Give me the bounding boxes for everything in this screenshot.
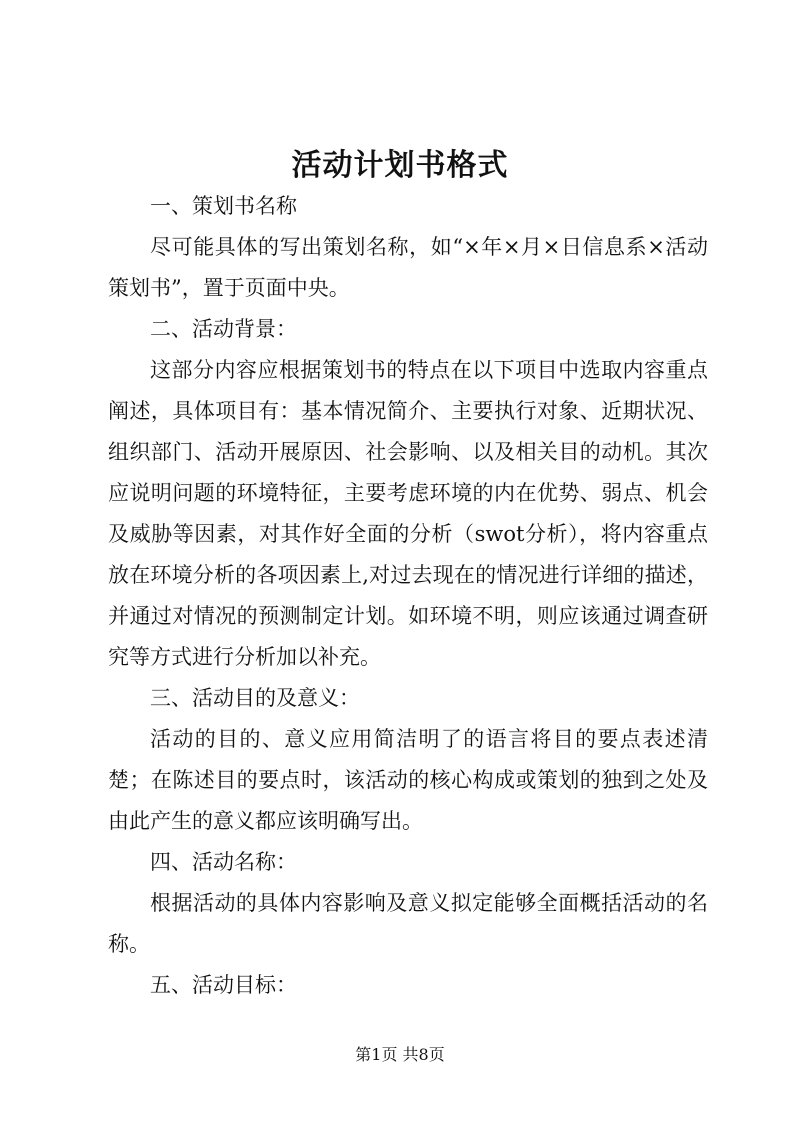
paragraph-activity-name: 根据活动的具体内容影响及意义拟定能够全面概括活动的名称。 xyxy=(108,891,708,956)
section-heading-plan-name: 一、策划书名称 xyxy=(150,194,297,218)
document-body xyxy=(108,186,708,1006)
paragraph-plan-name: 尽可能具体的写出策划名称，如“×年×月×日信息系×活动策划书”，置于页面中央。 xyxy=(108,235,708,300)
section-heading-goals: 五、活动目标： xyxy=(150,973,297,997)
section-heading-purpose: 三、活动目的及意义： xyxy=(150,686,360,710)
paragraph-purpose: 活动的目的、意义应用简洁明了的语言将目的要点表述清楚；在陈述目的要点时，该活动的核心构成或策划的独到之处及由此产生的意义都应该明确写出。 xyxy=(108,727,708,833)
document-title: 活动计划书格式 xyxy=(291,148,509,183)
section-heading-activity-name: 四、活动名称： xyxy=(150,850,297,874)
section-heading-background: 二、活动背景： xyxy=(150,317,297,341)
page-footer: 第1页 共8页 xyxy=(355,1045,445,1064)
paragraph-background: 这部分内容应根据策划书的特点在以下项目中选取内容重点阐述，具体项目有：基本情况简介、主要执行对象、近期状况、组织部门、活动开展原因、社会影响、以及相关目的动机。其次应说明问题的环境特征，主要考虑环境的内在优势、弱点、机会及威胁等因素，对其作好全面的分析（swot分析），将内容重点放在环境分析的各项因素上,对过去现在的情况进行详细的描述，并通过对情况的预测制定计划。如环境不明，则应该通过调查研究等方式进行分析加以补充。 xyxy=(108,358,708,669)
